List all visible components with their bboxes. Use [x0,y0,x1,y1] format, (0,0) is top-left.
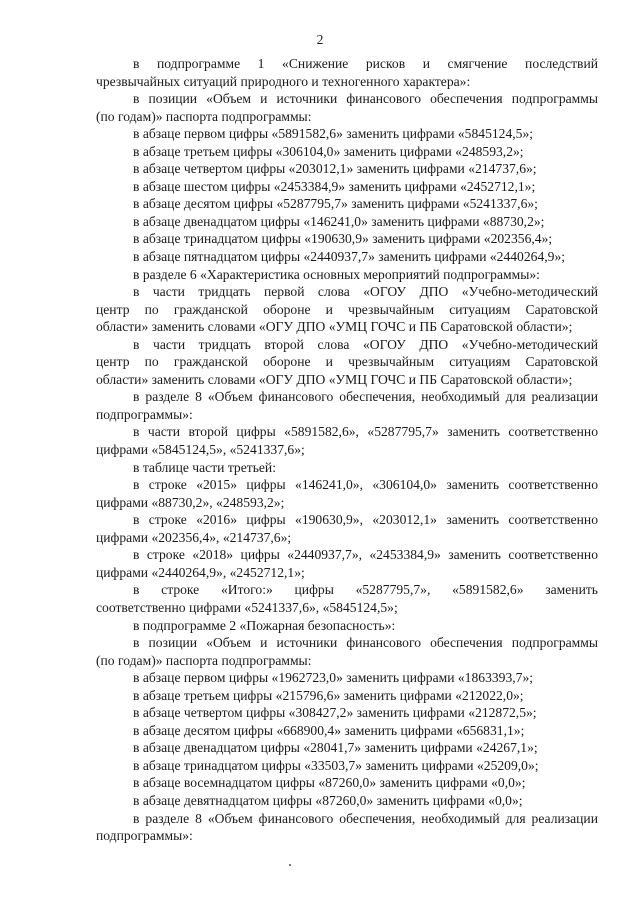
text-line: в абзаце тринадцатом цифры «190630,9» заменить цифрами «202356,4»; [133,231,553,247]
text-line: в абзаце третьем цифры «215796,6» заменить цифрами «212022,0»; [133,687,524,703]
text-line: в абзаце девятнадцатом цифры «87260,0» заменить цифрами «0,0»; [133,792,523,808]
text-line: цифрами «2440264,9», «2452712,1»; [96,564,305,580]
text-line: в абзаце десятом цифры «668900,4» заменить цифрами «656831,1»; [133,722,525,738]
text-line: в позиции «Объем и источники финансового обеспечения подпрограммы [133,91,598,107]
text-line: в абзаце третьем цифры «306104,0» заменить цифрами «248593,2»; [133,143,524,159]
document-body [96,55,598,845]
text-line: соответственно цифрами «5241337,6», «5845124,5»; [96,599,398,615]
text-line: в разделе 8 «Объем финансового обеспечения, необходимый для реализации [133,810,598,826]
text-line: чрезвычайных ситуаций природного и техногенного характера»: [96,73,471,89]
text-line: в строке «2016» цифры «190630,9», «203012,1» заменить соответственно [133,512,598,528]
text-line: в части второй цифры «5891582,6», «5287795,7» заменить соответственно [133,424,598,440]
page-number: 2 [316,32,324,47]
text-line: в абзаце тринадцатом цифры «33503,7» заменить цифрами «25209,0»; [133,757,539,773]
text-line: в подпрограмме 2 «Пожарная безопасность»: [133,617,396,633]
text-line: (по годам)» паспорта подпрограммы: [96,108,312,124]
text-line: в строке «2015» цифры «146241,0», «306104,0» заменить соответственно [133,477,598,493]
text-line: в строке «2018» цифры «2440937,7», «2453384,9» заменить соответственно [133,547,598,563]
text-line: в разделе 6 «Характеристика основных мероприятий подпрограммы»: [133,266,540,282]
text-line: в части тридцать второй слова «ОГОУ ДПО «Учебно-методический [133,336,598,352]
text-line: цифрами «202356,4», «214737,6»; [96,529,292,545]
text-line: области» заменить словами «ОГУ ДПО «УМЦ ГОЧС и ПБ Саратовской области»; [96,319,573,335]
text-line: в разделе 8 «Объем финансового обеспечения, необходимый для реализации [133,389,598,405]
scan-speck [289,864,291,866]
text-line: цифрами «5845124,5», «5241337,6»; [96,442,305,458]
text-line: подпрограммы»: [96,828,193,844]
text-line: центр по гражданской обороне и чрезвычайным ситуациям Саратовской [96,354,598,370]
text-line: в абзаце двенадцатом цифры «146241,0» заменить цифрами «88730,2»; [133,213,545,229]
text-line: в абзаце пятнадцатом цифры «2440937,7» заменить цифрами «2440264,9»; [133,249,566,265]
text-line: области» заменить словами «ОГУ ДПО «УМЦ ГОЧС и ПБ Саратовской области»; [96,371,573,387]
text-line: (по годам)» паспорта подпрограммы: [96,652,312,668]
text-line: в абзаце первом цифры «5891582,6» заменить цифрами «5845124,5»; [133,126,534,142]
text-line: в абзаце первом цифры «1962723,0» заменить цифрами «1863393,7»; [133,670,534,686]
text-line: в строке «Итого:» цифры «5287795,7», «5891582,6» заменить [133,582,598,598]
text-line: в таблице части третьей: [133,459,276,475]
text-line: подпрограммы»: [96,406,193,422]
text-line: в абзаце восемнадцатом цифры «87260,0» заменить цифрами «0,0»; [133,775,526,791]
text-line: цифрами «88730,2», «248593,2»; [96,494,285,510]
text-line: в абзаце шестом цифры «2453384,9» заменить цифрами «2452712,1»; [133,178,536,194]
text-line: центр по гражданской обороне и чрезвычайным ситуациям Саратовской [96,301,598,317]
text-line: в части тридцать первой слова «ОГОУ ДПО «Учебно-методический [133,284,598,300]
text-line: в абзаце двенадцатом цифры «28041,7» заменить цифрами «24267,1»; [133,740,538,756]
text-line: в абзаце четвертом цифры «308427,2» заменить цифрами «212872,5»; [133,705,537,721]
text-line: в абзаце десятом цифры «5287795,7» заменить цифрами «5241337,6»; [133,196,538,212]
text-line: в подпрограмме 1 «Снижение рисков и смягчение последствий [133,56,598,71]
text-line: в позиции «Объем и источники финансового обеспечения подпрограммы [133,635,598,651]
text-line: в абзаце четвертом цифры «203012,1» заменить цифрами «214737,6»; [133,161,537,177]
